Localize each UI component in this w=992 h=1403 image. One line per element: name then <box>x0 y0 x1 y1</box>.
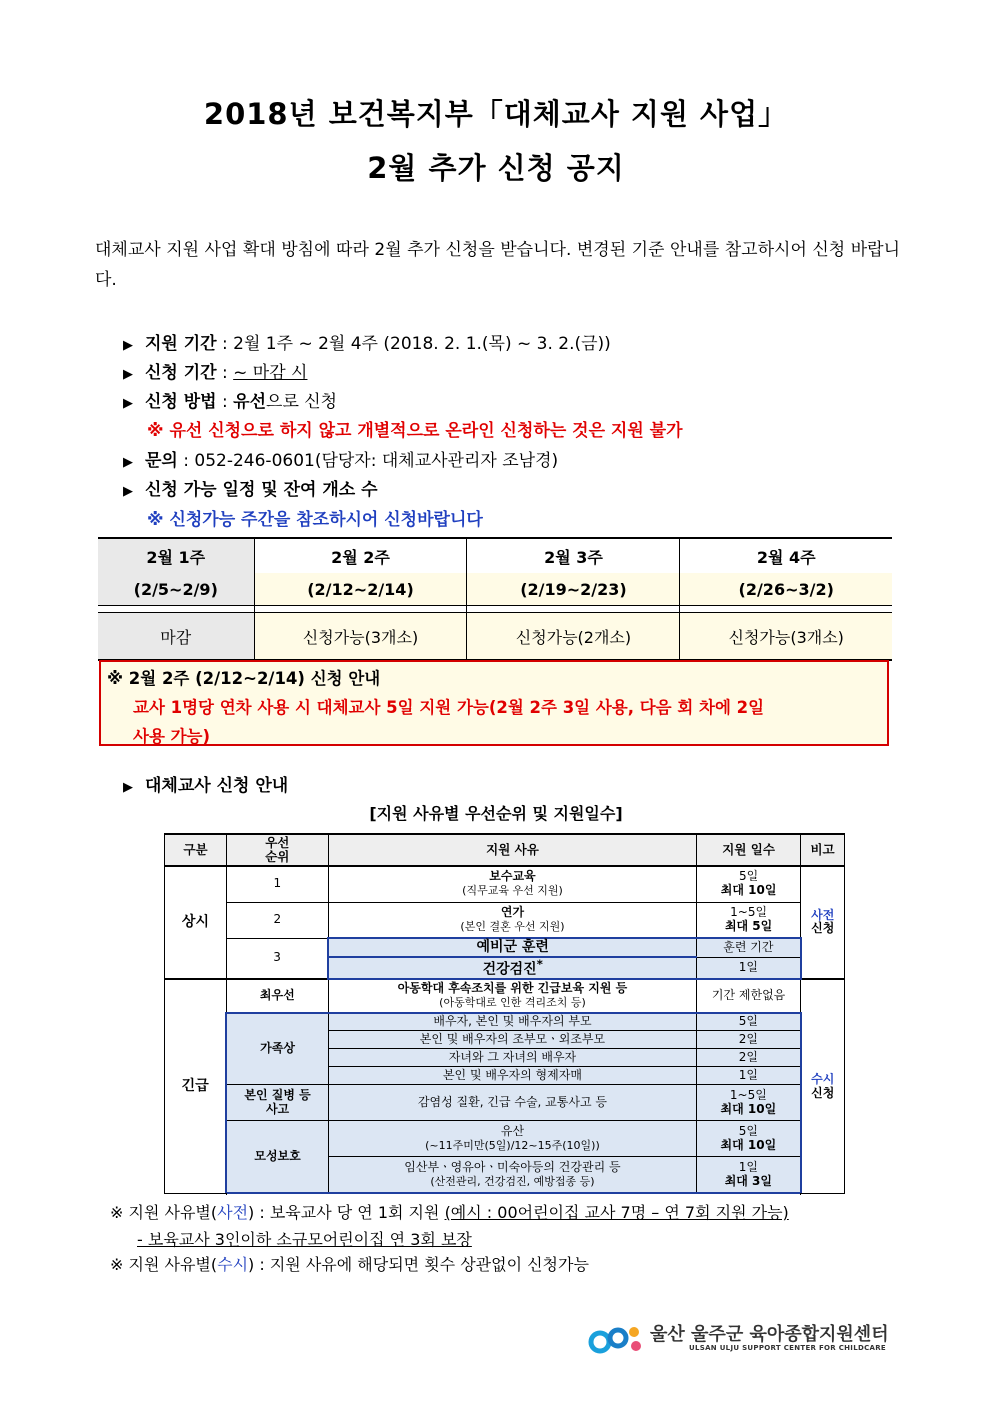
family-row-1-reason: 배우자, 본인 및 배우자의 부모 <box>328 1013 696 1031</box>
week-3-header: 2월 3주 <box>467 538 680 573</box>
days-child-abuse: 기간 제한없음 <box>697 979 801 1013</box>
illness-label: 본인 질병 등 사고 <box>226 1085 328 1121</box>
note-pre: 사전 신청 <box>801 866 845 979</box>
family-row-2-days: 2일 <box>697 1031 801 1049</box>
center-english-name: ULSAN ULJU SUPPORT CENTER FOR CHILDCARE <box>689 1344 887 1352</box>
reason-health-check: 건강검진* <box>328 957 696 979</box>
header-reason: 지원 사유 <box>328 834 696 866</box>
family-row-4-reason: 본인 및 배우자의 형제자매 <box>328 1067 696 1085</box>
support-period-value: 2월 1주 ~ 2월 4주 (2018. 2. 1.(목) ~ 3. 2.(금)) <box>233 334 611 354</box>
apply-method-rest: 으로 신청 <box>266 392 338 412</box>
category-urgent: 긴급 <box>165 979 227 1194</box>
triangle-bullet-icon: ▶ <box>123 367 133 382</box>
miscarriage-reason: 유산 (~11주미만(5일)/12~15주(10일)) <box>328 1121 696 1157</box>
schedule-label: 신청 가능 일정 및 잔여 개소 수 <box>145 480 378 500</box>
support-period-label: 지원 기간 <box>145 334 217 354</box>
notice-line-1: 교사 1명당 연차 사용 시 대체교사 5일 지원 가능(2월 2주 3일 사용, 다음 회 차에 2일 <box>133 698 765 717</box>
week2-notice-box <box>99 660 889 746</box>
weekly-schedule-table <box>98 537 892 661</box>
reason-reserve-training: 예비군 훈련 <box>328 938 696 957</box>
center-logo-icon <box>588 1318 644 1358</box>
bullet-apply-method: ▶ 신청 방법 : 유선으로 신청 <box>123 392 338 412</box>
rank-2: 2 <box>226 902 328 938</box>
apply-method-strong: 유선 <box>233 392 267 412</box>
days-annual-leave: 1~5일 최대 5일 <box>697 902 801 938</box>
support-reason-table <box>164 833 845 1194</box>
rank-top: 최우선 <box>226 979 328 1013</box>
family-row-3-days: 2일 <box>697 1049 801 1067</box>
contact-label: 문의 <box>145 451 178 471</box>
triangle-bullet-icon: ▶ <box>123 396 133 411</box>
schedule-note: ※ 신청가능 주간을 참조하시어 신청바랍니다 <box>147 510 483 530</box>
header-rank: 우선 순위 <box>226 834 328 866</box>
bullet-contact: ▶ 문의 : 052-246-0601(담당자: 대체교사관리자 조남경) <box>123 451 559 471</box>
family-row-2-reason: 본인 및 배우자의 조부모ㆍ외조부모 <box>328 1031 696 1049</box>
rank-3: 3 <box>226 938 328 979</box>
triangle-bullet-icon: ▶ <box>123 338 133 353</box>
family-row-3-reason: 자녀와 그 자녀의 배우자 <box>328 1049 696 1067</box>
notice-line-2: 사용 가능) <box>133 727 211 746</box>
days-training: 5일 최대 10일 <box>697 866 801 902</box>
contact-value: 052-246-0601(담당자: 대체교사관리자 조남경) <box>194 451 559 471</box>
category-regular: 상시 <box>165 866 227 979</box>
family-row-1-days: 5일 <box>697 1013 801 1031</box>
note-any: 수시 신청 <box>801 979 845 1194</box>
reason-annual-leave: 연가 (본인 결혼 우선 지원) <box>328 902 696 938</box>
triangle-bullet-icon: ▶ <box>123 455 133 470</box>
week-3-range: (2/19~2/23) <box>467 573 680 606</box>
footnote-any: ※ 지원 사유별(수시) : 지원 사유에 해당되면 횟수 상관없이 신청가능 <box>110 1255 589 1274</box>
week-2-range: (2/12~2/14) <box>254 573 467 606</box>
week-3-status: 신청가능(2개소) <box>467 613 680 661</box>
week-1-status: 마감 <box>98 613 254 661</box>
maternal-care-days: 1일 최대 3일 <box>697 1157 801 1193</box>
family-row-4-days: 1일 <box>697 1067 801 1085</box>
illness-days: 1~5일 최대 10일 <box>697 1085 801 1121</box>
days-health-check: 1일 <box>697 957 801 979</box>
center-name: 울산 울주군 육아종합지원센터 <box>650 1324 889 1345</box>
illness-reason: 감염성 질환, 긴급 수술, 교통사고 등 <box>328 1085 696 1121</box>
bullet-guide <box>123 771 288 796</box>
days-reserve-training: 훈련 기간 <box>697 938 801 957</box>
intro-paragraph: 대체교사 지원 사업 확대 방침에 따라 2월 추가 신청을 받습니다. 변경된 기준 안내를 참고하시어 신청 바랍니다. <box>95 240 900 290</box>
triangle-bullet-icon: ▶ <box>123 780 133 795</box>
notice-heading: ※ 2월 2주 (2/12~2/14) 신청 안내 <box>107 669 381 688</box>
bullet-support-period: ▶ 지원 기간 : 2월 1주 ~ 2월 4주 (2018. 2. 1.(목) ~ 3. 2.(금)) <box>123 334 611 354</box>
maternal-care-reason: 임산부ㆍ영유아ㆍ미숙아등의 건강관리 등 (산전관리, 건강검진, 예방접종 등) <box>328 1157 696 1193</box>
footnote-small-center: - 보육교사 3인이하 소규모어린이집 연 3회 보장 <box>137 1230 472 1249</box>
week-4-range: (2/26~3/2) <box>680 573 892 606</box>
family-death-label: 가족상 <box>226 1013 328 1085</box>
header-note: 비고 <box>801 834 845 866</box>
reason-training: 보수교육 (직무교육 우선 지원) <box>328 866 696 902</box>
miscarriage-days: 5일 최대 10일 <box>697 1121 801 1157</box>
reason-child-abuse: 아동학대 후속조치를 위한 긴급보육 지원 등 (아동학대로 인한 격리조치 등) <box>328 979 696 1013</box>
header-category: 구분 <box>165 834 227 866</box>
triangle-bullet-icon: ▶ <box>123 484 133 499</box>
week-4-header: 2월 4주 <box>680 538 892 573</box>
week-1-range: (2/5~2/9) <box>98 573 254 606</box>
apply-method-label: 신청 방법 <box>145 392 217 412</box>
footnote-pre: ※ 지원 사유별(사전) : 보육교사 당 연 1회 지원 (예시 : 00어린이집 교사 7명 – 연 7회 지원 가능) <box>110 1203 789 1222</box>
guide-label: 대체교사 신청 안내 <box>145 776 289 796</box>
week-2-status: 신청가능(3개소) <box>254 613 467 661</box>
week-1-header: 2월 1주 <box>98 538 254 573</box>
page-subtitle: 2월 추가 신청 공지 <box>367 151 625 185</box>
page-title: 2018년 보건복지부「대체교사 지원 사업」 <box>203 97 789 131</box>
bullet-schedule <box>123 475 378 500</box>
week-4-status: 신청가능(3개소) <box>680 613 892 661</box>
apply-method-warning: ※ 유선 신청으로 하지 않고 개별적으로 온라인 신청하는 것은 지원 불가 <box>147 421 683 441</box>
maternity-label: 모성보호 <box>226 1121 328 1193</box>
table-caption: [지원 사유별 우선순위 및 지원일수] <box>369 804 623 823</box>
apply-period-label: 신청 기간 <box>145 363 217 383</box>
apply-period-value: ~ 마감 시 <box>233 363 308 383</box>
header-days: 지원 일수 <box>697 834 801 866</box>
bullet-apply-period: ▶ 신청 기간 : ~ 마감 시 <box>123 363 308 383</box>
rank-1: 1 <box>226 866 328 902</box>
week-2-header: 2월 2주 <box>254 538 467 573</box>
